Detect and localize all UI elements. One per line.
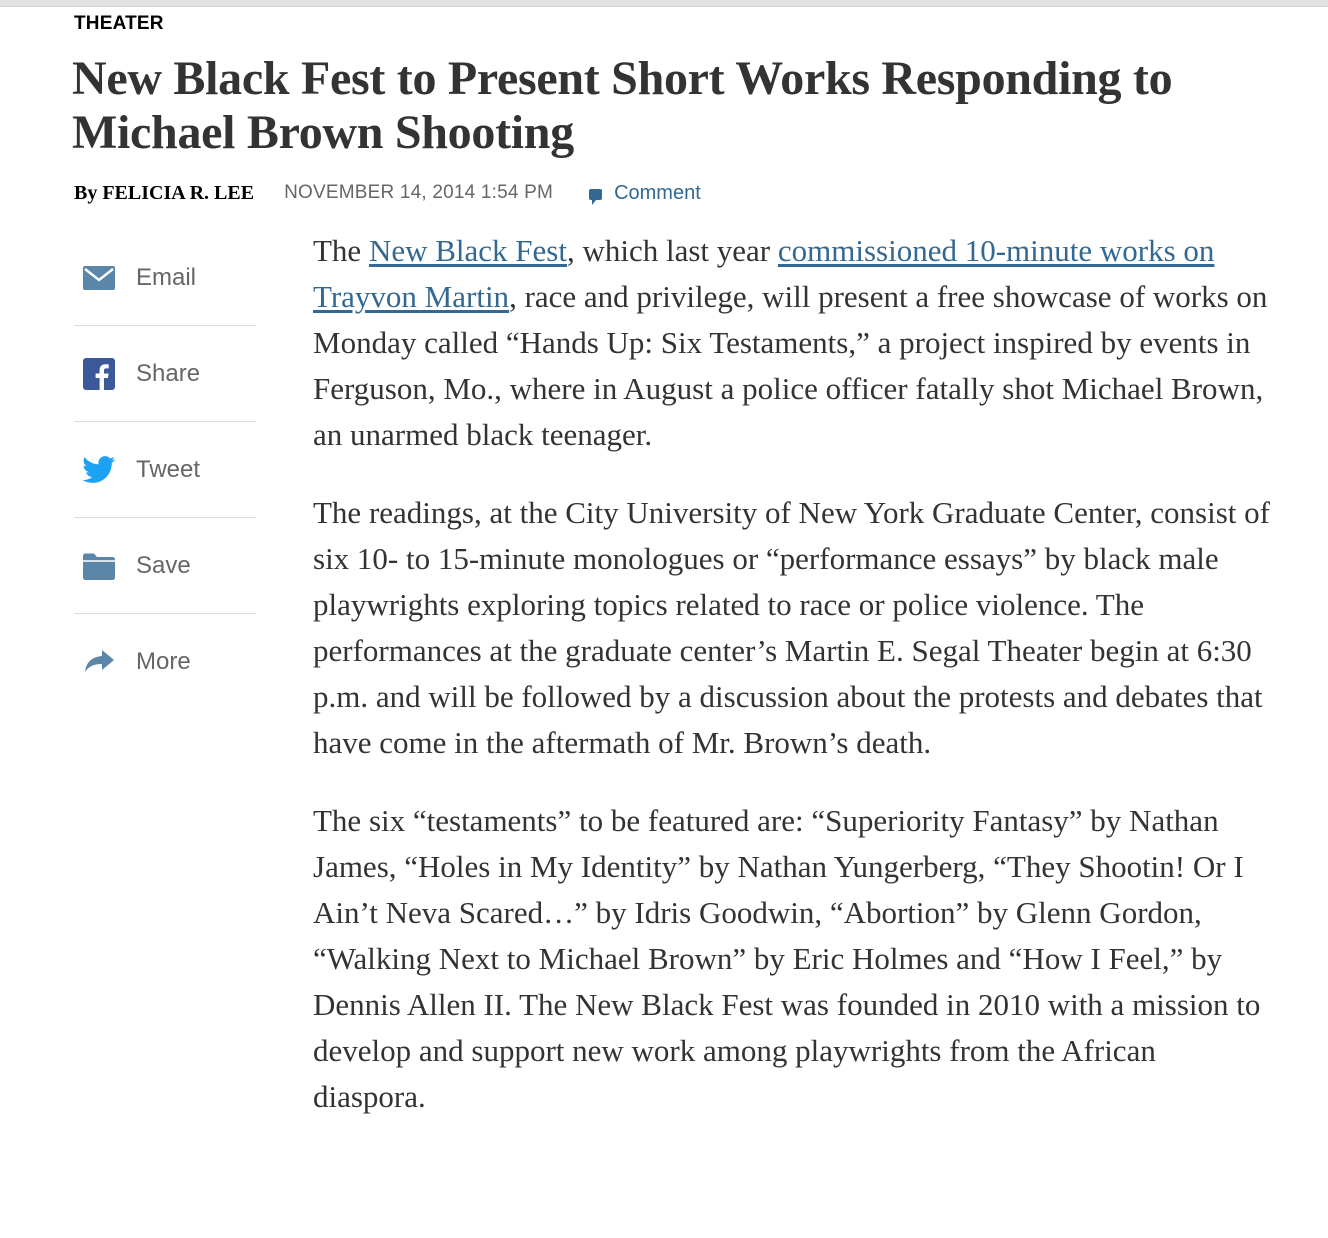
- share-facebook-button[interactable]: [74, 326, 256, 422]
- story-paragraph-1: [313, 228, 1273, 458]
- paragraph-1-text-end: , race and privilege, will present a free showcase of works on Monday called “Hands Up: Six Testaments,” a project inspired by events in Ferguson, Mo., where in August a police officer fatally shot Michael Brown, an unarmed black teenager.: [313, 279, 1268, 452]
- folder-icon: [82, 549, 116, 583]
- share-facebook-label: Share: [136, 359, 201, 387]
- save-button[interactable]: [74, 518, 256, 614]
- story-body: [313, 228, 1273, 1152]
- envelope-icon: [82, 261, 116, 295]
- article-headline: New Black Fest to Present Short Works Responding to Michael Brown Shooting: [72, 52, 1173, 159]
- more-share-button[interactable]: [74, 614, 256, 709]
- dateline: NOVEMBER 14, 2014 1:54 PM: [284, 182, 554, 203]
- twitter-icon: [82, 453, 116, 487]
- share-tools: [74, 230, 256, 709]
- save-label: Save: [136, 551, 191, 579]
- comment-label: Comment: [614, 181, 701, 204]
- commissioned-works-link[interactable]: commissioned 10-minute works on Trayvon Martin: [313, 233, 1215, 314]
- comment-bubble-icon: [589, 189, 602, 200]
- story-paragraph-2: The readings, at the City University of New York Graduate Center, consist of six 10- to 15-minute monologues or “performance essays” by black male playwrights exploring topics related to race or police violence. The performances at the graduate center’s Martin E. Segal Theater begin at 6:30 p.m. and will be followed by a discussion about the protests and debates that have come in the aftermath of Mr. Brown’s death.: [313, 495, 1270, 760]
- share-email-label: Email: [136, 263, 197, 291]
- more-label: More: [136, 647, 191, 675]
- story-paragraph-3: The six “testaments” to be featured are: “Superiority Fantasy” by Nathan James, “Holes in My Identity” by Nathan Yungerberg, “They Shootin! Or I Ain’t Neva Scared…” by Idris Goodwin, “Abortion” by Glenn Gordon, “Walking Next to Michael Brown” by Eric Holmes and “How I Feel,” by Dennis Allen II. The New Black Fest was founded in 2010 with a mission to develop and support new work among playwrights from the African diaspora.: [313, 803, 1261, 1114]
- paragraph-1-text-middle: , which last year: [566, 233, 778, 268]
- article-meta: [74, 180, 701, 206]
- new-black-fest-link[interactable]: New Black Fest: [368, 233, 567, 268]
- paragraph-1-text-start: The: [313, 233, 369, 268]
- share-twitter-label: Tweet: [136, 455, 201, 483]
- share-twitter-button[interactable]: [74, 422, 256, 518]
- share-email-button[interactable]: [74, 230, 256, 326]
- section-kicker[interactable]: THEATER: [74, 13, 164, 34]
- comment-link[interactable]: [589, 182, 701, 205]
- facebook-icon: [82, 357, 116, 391]
- top-rule: [0, 0, 1328, 7]
- byline[interactable]: By FELICIA R. LEE: [74, 181, 255, 204]
- share-arrow-icon: [82, 645, 116, 679]
